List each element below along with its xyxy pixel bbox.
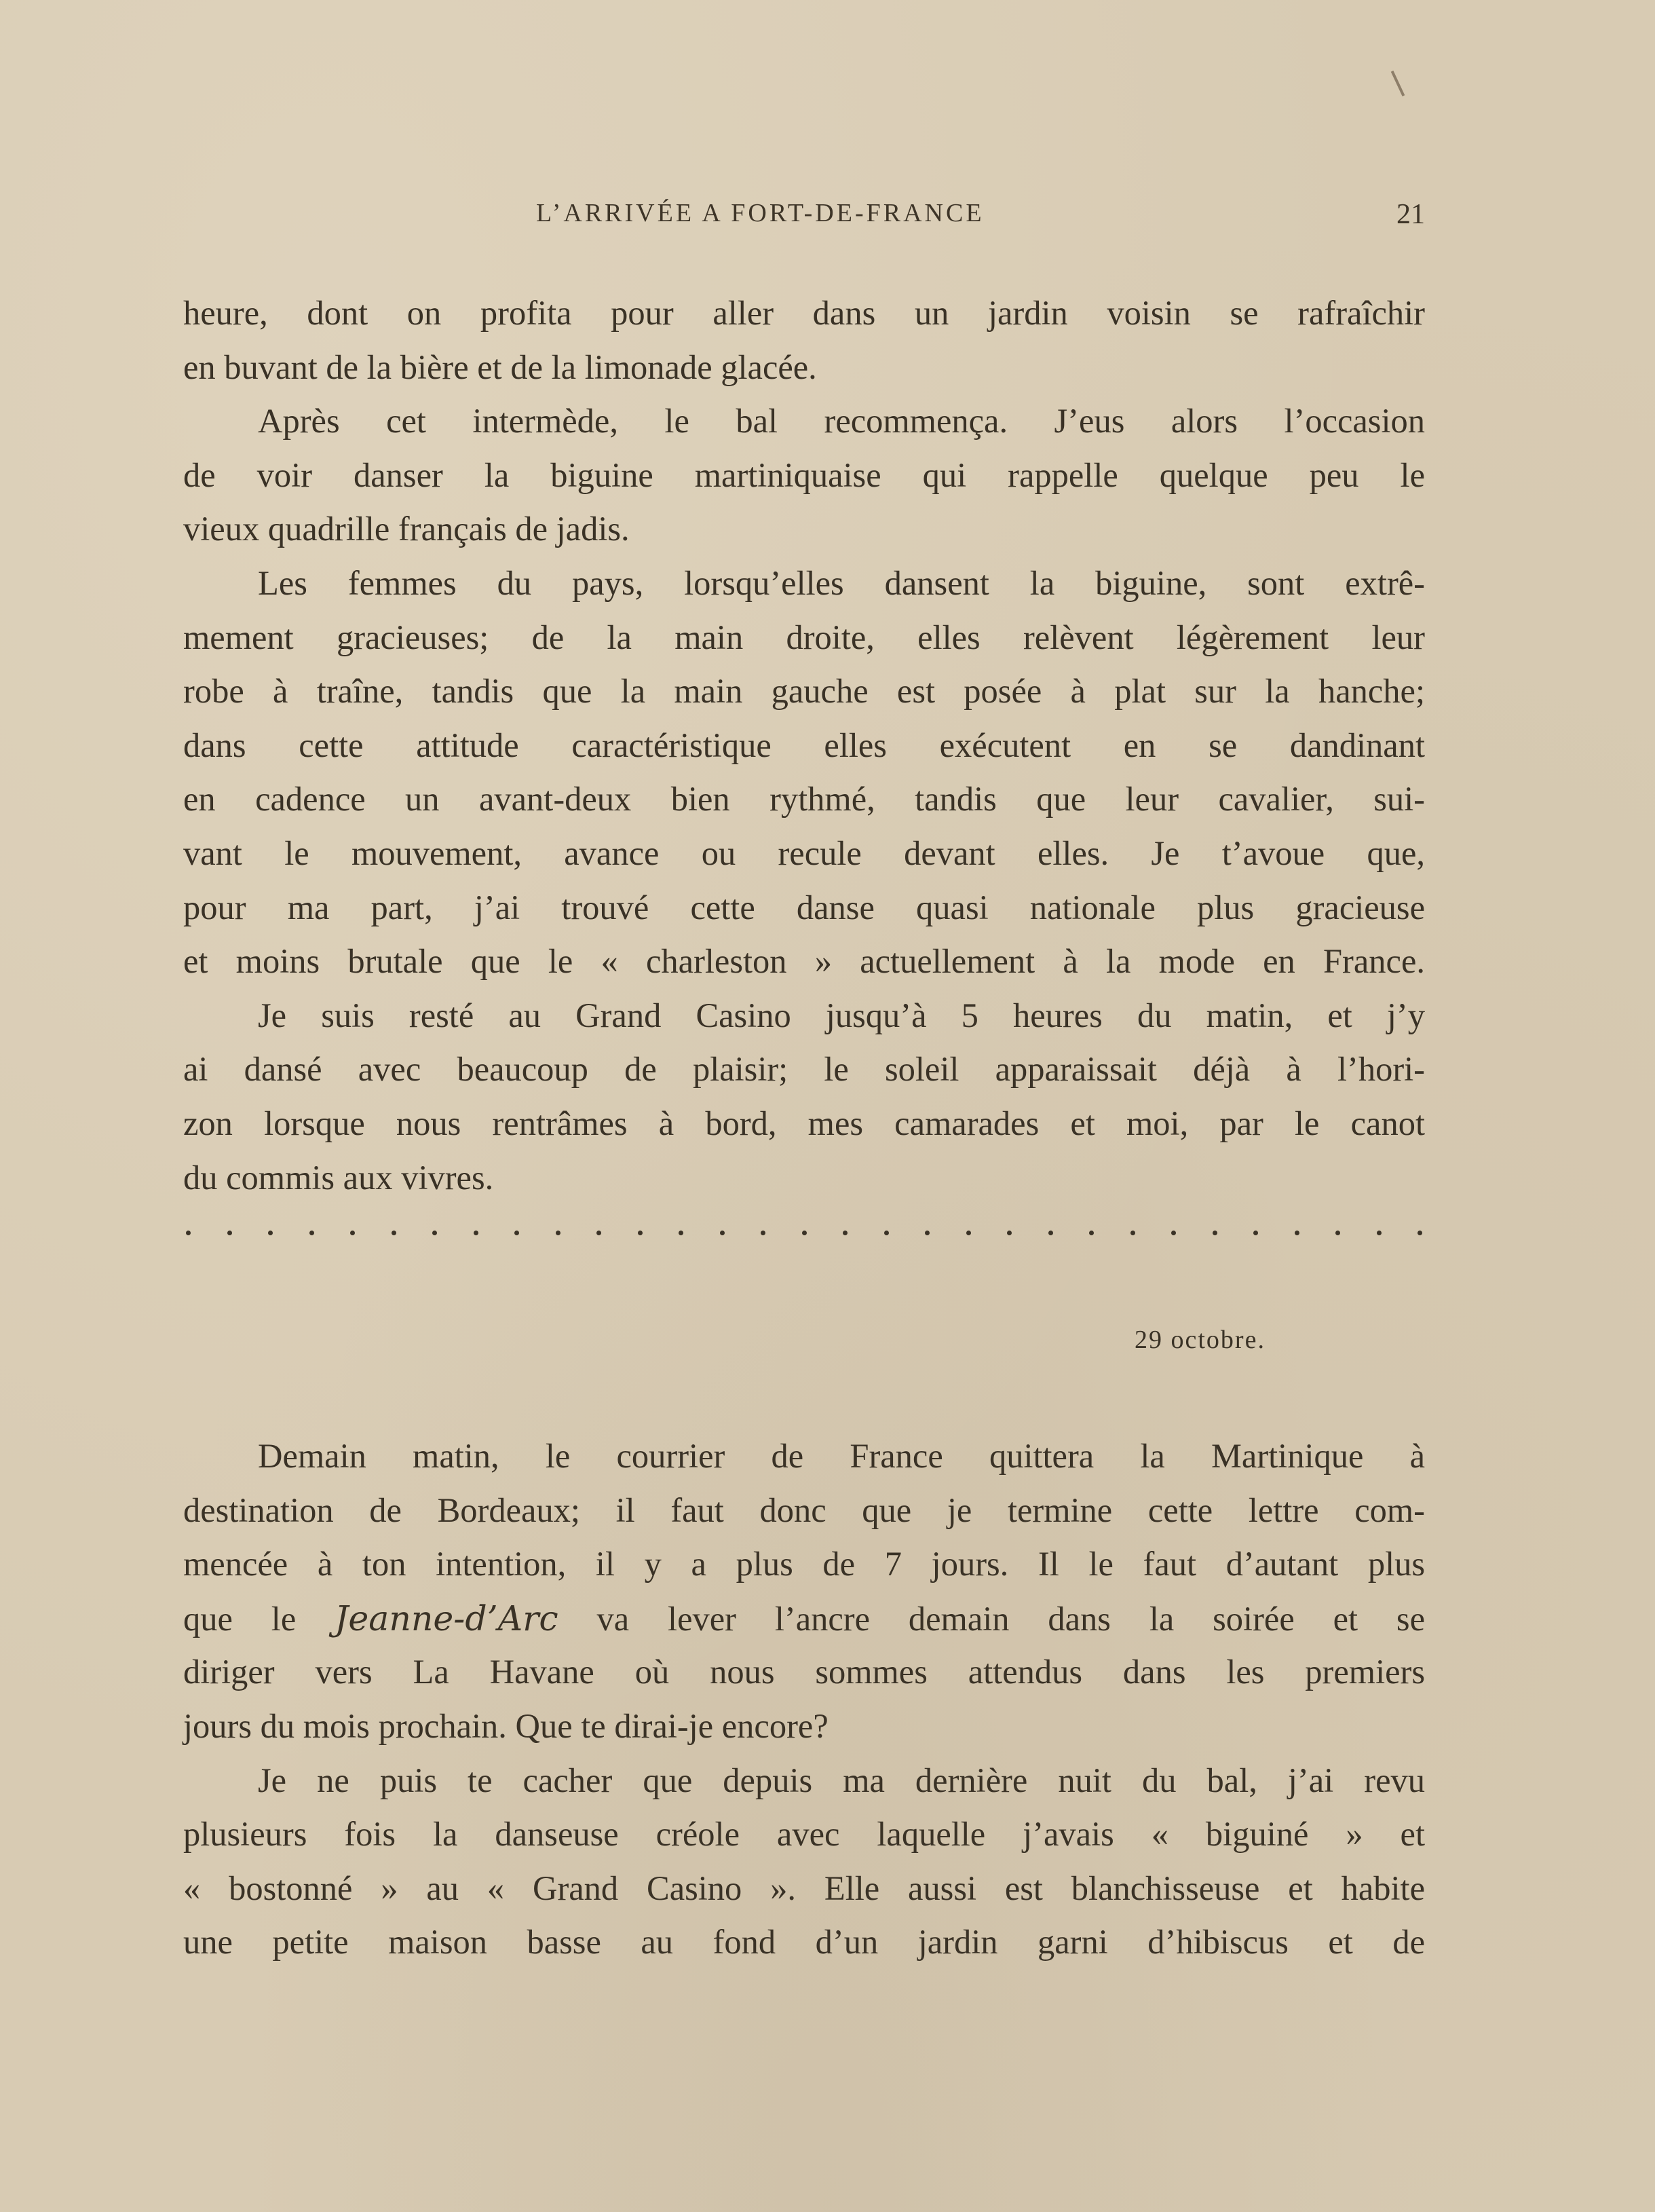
text-line: Après cet intermède, le bal recommença. J’eus alors l’occasion (258, 402, 1425, 440)
paragraph (183, 989, 1425, 1205)
separator-dot (925, 1231, 930, 1235)
page-number: 21 (1396, 199, 1425, 230)
separator-dot (268, 1231, 273, 1235)
separator-dot (679, 1231, 683, 1235)
separator-dot (1295, 1231, 1299, 1235)
text-fragment: va lever l’ancre demain dans la soirée et se (558, 1599, 1425, 1638)
separator-dot (1130, 1231, 1135, 1235)
separator-dot (1089, 1231, 1094, 1235)
text-line: et moins brutale que le « charleston » actuellement à la mode en France. (183, 942, 1425, 981)
text-line: pour ma part, j’ai trouvé cette danse quasi nationale plus gracieuse (183, 888, 1425, 926)
text-line: une petite maison basse au fond d’un jardin garni d’hibiscus et de (183, 1923, 1425, 1962)
separator-dot (596, 1231, 601, 1235)
separator-dot (638, 1231, 643, 1235)
text-fragment: que le (183, 1599, 335, 1638)
text-line: Demain matin, le courrier de France quittera la Martinique à (258, 1437, 1425, 1475)
paragraph (183, 286, 1425, 394)
margin-stray-mark (1391, 71, 1405, 96)
text-line: du commis aux vivres. (183, 1158, 494, 1197)
separator-dot (227, 1231, 232, 1235)
body-text-section-2 (183, 1429, 1425, 1970)
separator-dot (843, 1231, 848, 1235)
running-title: L’ARRIVÉE A FORT-DE-FRANCE (536, 199, 985, 227)
text-line: vieux quadrille français de jadis. (183, 510, 630, 548)
body-text-section-1 (183, 286, 1425, 1205)
separator-dot (1253, 1231, 1258, 1235)
separator-dot (1007, 1231, 1012, 1235)
separator-dot (514, 1231, 519, 1235)
separator-dot (1418, 1231, 1422, 1235)
separator-dot (966, 1231, 971, 1235)
text-line: vant le mouvement, avance ou recule devant elles. Je t’avoue que, (183, 833, 1425, 872)
separator-dot (474, 1231, 478, 1235)
separator-dot (556, 1231, 560, 1235)
text-line: Les femmes du pays, lorsqu’elles dansent la biguine, sont extrê- (258, 563, 1425, 602)
text-line: mencée à ton intention, il y a plus de 7 jours. Il le faut d’autant plus (183, 1545, 1425, 1583)
separator-dot (1171, 1231, 1176, 1235)
text-line: « bostonné » au « Grand Casino ». Elle aussi est blanchisseuse et habite (183, 1869, 1425, 1907)
text-line: dans cette attitude caractéristique elles exécutent en se dandinant (183, 726, 1425, 764)
running-head (183, 198, 1425, 232)
separator-dot (1048, 1231, 1053, 1235)
text-line: mement gracieuses; de la main droite, elles relèvent légèrement leur (183, 618, 1425, 656)
text-line: zon lorsque nous rentrâmes à bord, mes camarades et moi, par le canot (183, 1104, 1425, 1142)
separator-dot (392, 1231, 396, 1235)
paragraph (183, 1429, 1425, 1754)
separator-dot (884, 1231, 889, 1235)
separator-dot (350, 1231, 355, 1235)
text-line: de voir danser la biguine martiniquaise qui rappelle quelque peu le (183, 455, 1425, 494)
text-line: ai dansé avec beaucoup de plaisir; le soleil apparaissait déjà à l’hori- (183, 1050, 1425, 1089)
paragraph (183, 394, 1425, 557)
separator-dot (802, 1231, 807, 1235)
separator-dot (432, 1231, 437, 1235)
separator-dot (761, 1231, 765, 1235)
separator-dot (720, 1231, 725, 1235)
text-line: Je suis resté au Grand Casino jusqu’à 5 heures du matin, et j’y (258, 996, 1425, 1034)
text-line: destination de Bordeaux; il faut donc que je termine cette lettre com- (183, 1491, 1425, 1529)
text-line: robe à traîne, tandis que la main gauche est posée à plat sur la hanche; (183, 672, 1425, 711)
separator-dot (186, 1231, 191, 1235)
separator-dot (1335, 1231, 1340, 1235)
text-line: Je ne puis te cacher que depuis ma dernière nuit du bal, j’ai revu (258, 1761, 1425, 1799)
text-line: jours du mois prochain. Que te dirai-je encore? (183, 1706, 829, 1745)
text-line: diriger vers La Havane où nous sommes attendus dans les premiers (183, 1653, 1425, 1691)
dotted-separator (186, 1229, 1422, 1237)
text-line-with-ship-name (183, 1592, 1425, 1646)
paragraph (183, 1754, 1425, 1970)
text-line: plusieurs fois la danseuse créole avec laquelle j’avais « biguiné » et (183, 1815, 1425, 1854)
dateline: 29 octobre. (1135, 1326, 1266, 1354)
text-line: en cadence un avant-deux bien rythmé, tandis que leur cavalier, sui- (183, 780, 1425, 819)
separator-dot (1377, 1231, 1382, 1235)
paragraph (183, 557, 1425, 989)
text-line: heure, dont on profita pour aller dans un jardin voisin se rafraîchir (183, 294, 1425, 332)
separator-dot (1213, 1231, 1217, 1235)
ship-name: Jeanne-d’Arc (335, 1598, 558, 1638)
separator-dot (309, 1231, 314, 1235)
text-line: en buvant de la bière et de la limonade glacée. (183, 348, 817, 386)
